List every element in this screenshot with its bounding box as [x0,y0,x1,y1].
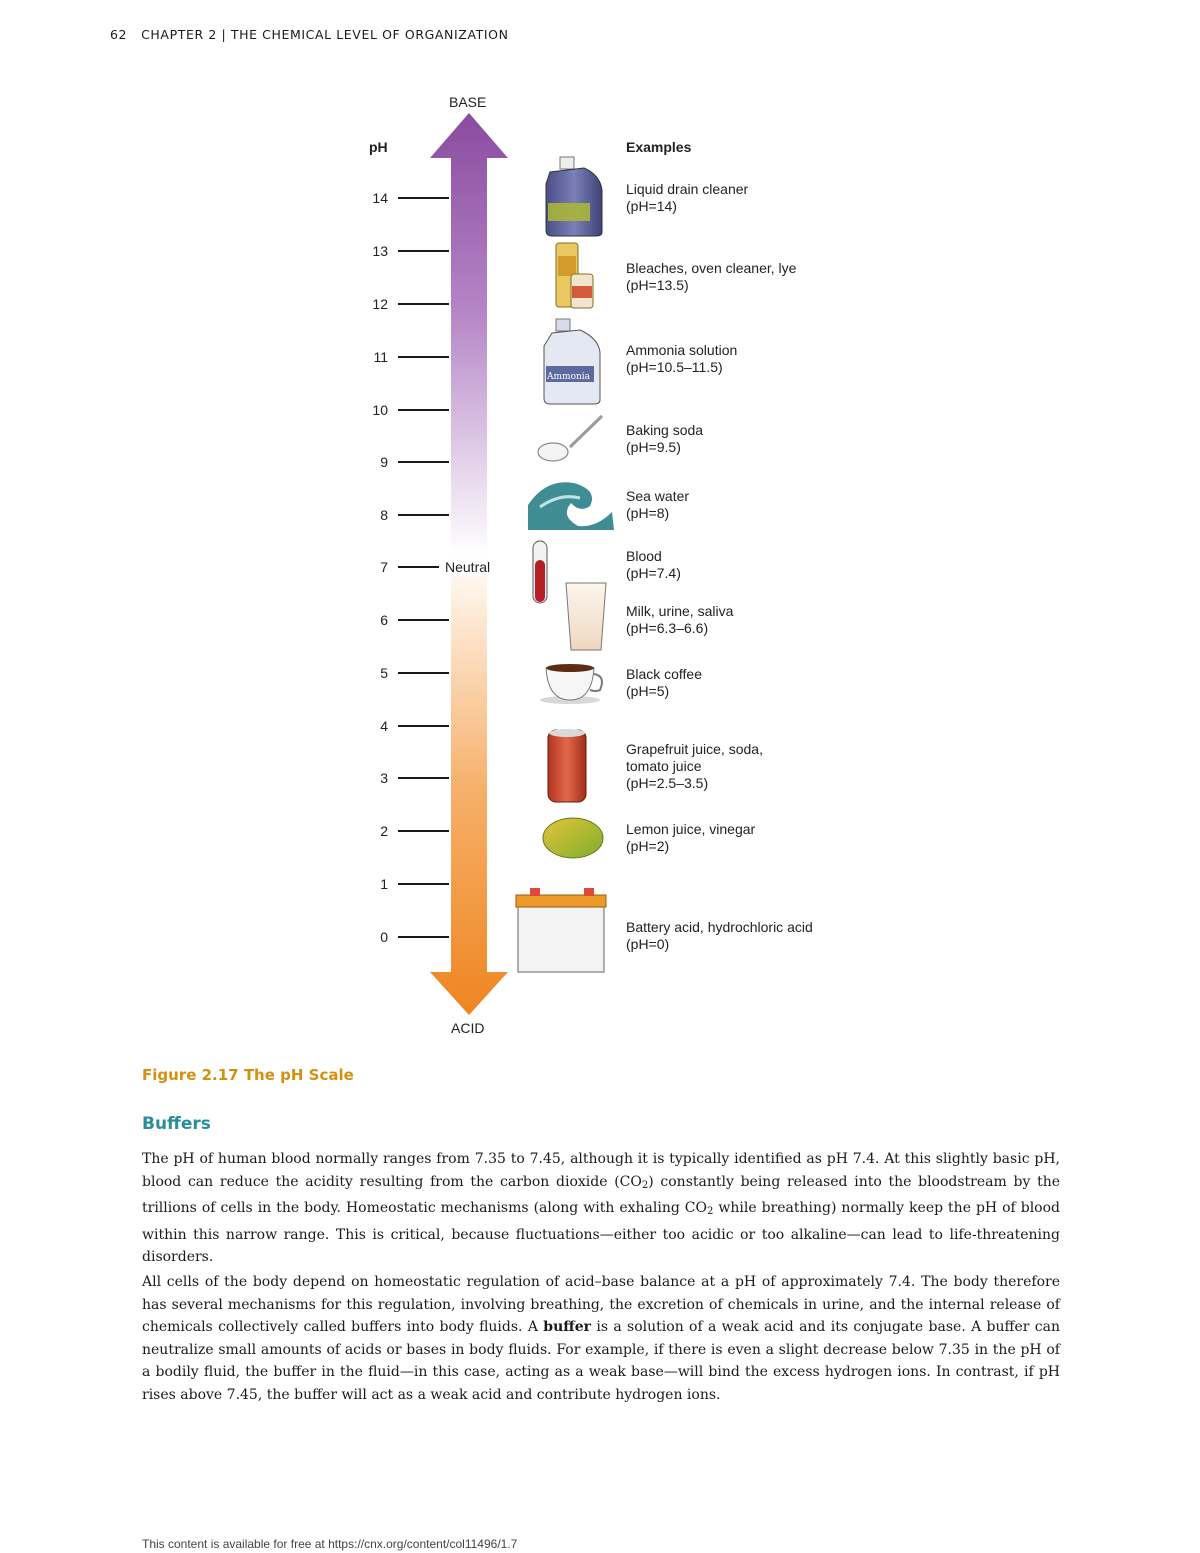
ph-tick-label: 11 [373,349,388,365]
page-footer: This content is available for free at https://cnx.org/content/col11496/1.7 [142,1537,518,1551]
acid-label: ACID [451,1020,485,1036]
ph-tick-label: 10 [372,402,388,418]
page-number: 62 [110,27,128,42]
p1-text-b: ) constantly being released into the bloodstream by the trillions of cells in the body. Homeostatic mechanisms (along with exhaling CO [142,1173,1060,1216]
example-drain-cleaner [626,181,866,215]
example-ph: (pH=6.3–6.6) [626,620,709,636]
battery-icon [516,888,606,972]
example-sea-water [626,488,866,522]
milk-glass-icon [566,583,606,650]
co2-subscript: 2 [641,1179,649,1191]
example-name: Lemon juice, vinegar [626,821,756,837]
soda-can-icon [548,729,586,802]
example-ph: (pH=13.5) [626,277,689,293]
example-ph: (pH=2) [626,838,670,854]
ph-tick-label: 4 [380,718,388,734]
chapter-title: CHAPTER 2 | THE CHEMICAL LEVEL OF ORGANIZATION [141,27,509,42]
example-ph: (pH=7.4) [626,565,681,581]
ph-tick-label: 1 [380,876,388,892]
example-name: Ammonia solution [626,342,738,358]
example-ph: (pH=14) [626,198,677,214]
example-ph: (pH=5) [626,683,670,699]
figure-caption: Figure 2.17 The pH Scale [142,1066,354,1084]
example-name: Baking soda [626,422,704,438]
section-title: Buffers [142,1114,211,1134]
lemon-icon [543,818,603,858]
ammonia-jug-icon [544,319,600,404]
example-name: Liquid drain cleaner [626,181,749,197]
sea-water-wave-icon [528,482,614,530]
paragraph-2 [142,1271,1060,1406]
example-name: Milk, urine, saliva [626,603,734,619]
ph-tick-label: 13 [372,243,388,259]
bleach-containers-icon [556,243,593,308]
baking-soda-spoon-icon [538,416,602,461]
p2-text-a: All cells of the body depend on homeostatic regulation of acid–base balance at a pH of approximately 7.4. The body therefore has several mechanisms for this regulation, involving breathing, the excretion of chemicals in urine, and the internal release of chemicals collectively called buffers into body fluids. A [142,1274,1060,1335]
example-coffee [626,666,866,700]
example-ph: (pH=9.5) [626,439,681,455]
example-blood [626,548,866,582]
ph-tick-label: 2 [380,823,388,839]
examples-heading: Examples [626,139,692,155]
ph-tick-label: 0 [380,929,388,945]
co2-subscript: 2 [707,1206,714,1217]
example-ph: (pH=0) [626,936,670,952]
ph-tick-label: 7 [380,559,388,575]
example-name: Black coffee [626,666,703,682]
ph-tick-label: 3 [380,770,388,786]
blood-test-tube-icon [533,541,547,603]
drain-cleaner-jug-icon [546,157,602,236]
base-label: BASE [449,94,487,110]
example-name: Sea water [626,488,690,504]
example-grapefruit [626,741,796,792]
example-lemon [626,821,866,855]
example-baking-soda [626,422,866,456]
example-bleach [626,260,866,294]
ph-ticks [398,198,449,937]
p2-text-b: is a solution of a weak acid and its conjugate base. A buffer can neutralize small amounts of acids or bases in body fluids. For example, if there is even a slight decrease below 7.35 in the pH of a bodily fluid, the buffer in the fluid—in this case, acting as a weak base—will bind the excess hydrogen ions. In contrast, if pH rises above 7.45, the buffer will act as a weak acid and contribute hydrogen ions. [142,1319,1060,1403]
paragraph-1 [142,1148,1060,1269]
example-name: Grapefruit juice, soda, tomato juice [626,741,763,774]
p1-text-a: The pH of human blood normally ranges from 7.35 to 7.45, although it is typically identified as pH 7.4. At this slightly basic pH, blood can reduce the acidity resulting from the carbon dioxide (CO [142,1151,1060,1190]
example-milk [626,603,866,637]
ph-heading: pH [369,139,388,155]
neutral-label: Neutral [445,559,491,575]
example-ph: (pH=10.5–11.5) [626,359,723,375]
ph-tick-label: 12 [372,296,388,312]
example-name: Bleaches, oven cleaner, lye [626,260,797,276]
example-battery [626,919,866,953]
example-ph: (pH=2.5–3.5) [626,775,709,791]
p1-text-c: while breathing) normally keep the pH of blood within this narrow range. This is critical, because fluctuations—either too acidic or too alkaline—can lead to life-threatening disorders. [142,1200,1060,1265]
ph-tick-label: 5 [380,665,388,681]
example-name: Battery acid, hydrochloric acid [626,919,813,935]
example-name: Blood [626,548,662,564]
ph-tick-label: 14 [372,190,388,206]
ammonia-jug-label: Ammonia [547,372,591,382]
example-ph: (pH=8) [626,505,670,521]
example-ammonia [626,342,866,376]
ph-tick-label: 8 [380,507,388,523]
ph-tick-label: 6 [380,612,388,628]
ph-tick-label: 9 [380,454,388,470]
coffee-cup-icon [540,664,602,704]
key-term-buffer: buffer [543,1319,592,1335]
